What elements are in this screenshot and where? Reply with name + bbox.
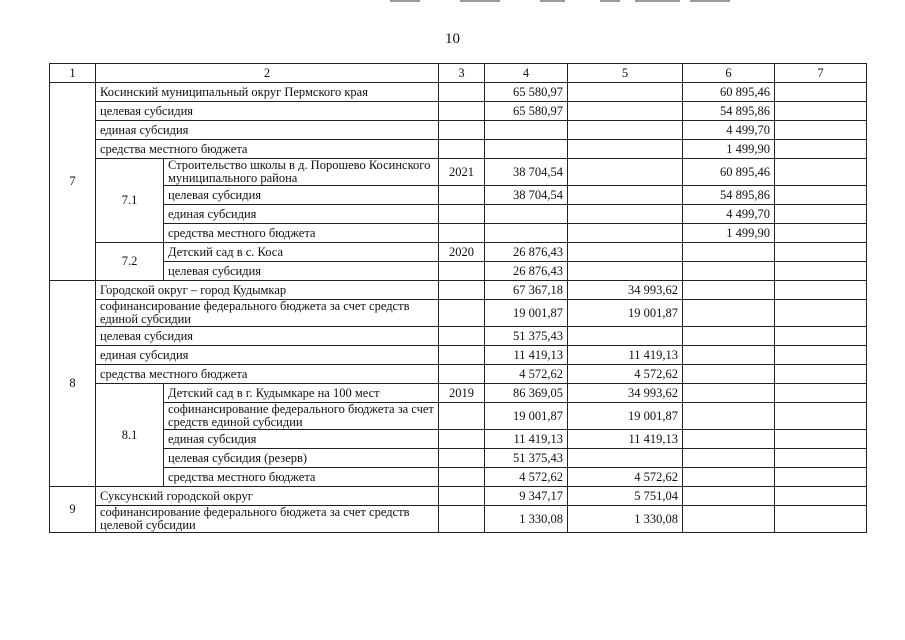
header-cell: 1: [50, 64, 96, 83]
value-cell-5: 11 419,13: [568, 346, 683, 365]
name-cell: софинансирование федерального бюджета за счет средств единой субсидии: [96, 300, 439, 327]
name-cell: Строительство школы в д. Порошево Косинского муниципального района: [164, 159, 439, 186]
value-cell-5: [568, 159, 683, 186]
value-cell-4: [485, 224, 568, 243]
value-cell-6: 54 895,86: [683, 186, 775, 205]
year-cell: [439, 140, 485, 159]
value-cell-6: 4 499,70: [683, 121, 775, 140]
value-cell-5: 4 572,62: [568, 365, 683, 384]
value-cell-7: [775, 403, 867, 430]
value-cell-7: [775, 346, 867, 365]
table-body: [50, 83, 867, 533]
name-cell: Суксунский городской округ: [96, 487, 439, 506]
value-cell-5: 34 993,62: [568, 384, 683, 403]
value-cell-7: [775, 300, 867, 327]
year-cell: 2021: [439, 159, 485, 186]
value-cell-5: 5 751,04: [568, 487, 683, 506]
name-cell: целевая субсидия: [96, 102, 439, 121]
year-cell: [439, 430, 485, 449]
year-cell: [439, 121, 485, 140]
table-row: [50, 224, 867, 243]
value-cell-6: [683, 243, 775, 262]
table-row: [50, 186, 867, 205]
value-cell-6: [683, 365, 775, 384]
table-row: [50, 102, 867, 121]
table-row: [50, 243, 867, 262]
value-cell-6: 1 499,90: [683, 224, 775, 243]
name-cell: единая субсидия: [164, 205, 439, 224]
value-cell-4: 65 580,97: [485, 83, 568, 102]
value-cell-7: [775, 262, 867, 281]
value-cell-6: 60 895,46: [683, 83, 775, 102]
value-cell-5: [568, 186, 683, 205]
value-cell-7: [775, 430, 867, 449]
value-cell-7: [775, 205, 867, 224]
value-cell-7: [775, 102, 867, 121]
value-cell-7: [775, 487, 867, 506]
value-cell-6: 54 895,86: [683, 102, 775, 121]
value-cell-5: [568, 140, 683, 159]
value-cell-6: 1 499,90: [683, 140, 775, 159]
value-cell-6: [683, 346, 775, 365]
year-cell: [439, 186, 485, 205]
value-cell-5: 4 572,62: [568, 468, 683, 487]
value-cell-7: [775, 365, 867, 384]
year-cell: [439, 281, 485, 300]
year-cell: 2019: [439, 384, 485, 403]
name-cell: целевая субсидия (резерв): [164, 449, 439, 468]
value-cell-6: [683, 506, 775, 533]
value-cell-5: 19 001,87: [568, 300, 683, 327]
value-cell-4: 11 419,13: [485, 430, 568, 449]
value-cell-7: [775, 327, 867, 346]
year-cell: [439, 346, 485, 365]
name-cell: софинансирование федерального бюджета за счет средств целевой субсидии: [96, 506, 439, 533]
value-cell-7: [775, 159, 867, 186]
year-cell: [439, 327, 485, 346]
value-cell-7: [775, 140, 867, 159]
name-cell: целевая субсидия: [164, 186, 439, 205]
header-row: [50, 64, 867, 83]
table-row: [50, 83, 867, 102]
row-number-cell: 7: [50, 83, 96, 281]
name-cell: Косинский муниципальный округ Пермского края: [96, 83, 439, 102]
year-cell: [439, 224, 485, 243]
value-cell-6: [683, 449, 775, 468]
value-cell-7: [775, 121, 867, 140]
value-cell-5: [568, 327, 683, 346]
value-cell-7: [775, 468, 867, 487]
value-cell-5: 34 993,62: [568, 281, 683, 300]
value-cell-6: [683, 281, 775, 300]
value-cell-4: 86 369,05: [485, 384, 568, 403]
name-cell: единая субсидия: [96, 346, 439, 365]
header-cell: 4: [485, 64, 568, 83]
value-cell-6: [683, 468, 775, 487]
table-row: [50, 327, 867, 346]
name-cell: Детский сад в г. Кудымкаре на 100 мест: [164, 384, 439, 403]
subrow-number-cell: 7.2: [96, 243, 164, 281]
value-cell-6: [683, 430, 775, 449]
value-cell-6: [683, 384, 775, 403]
value-cell-5: [568, 243, 683, 262]
value-cell-4: 19 001,87: [485, 403, 568, 430]
year-cell: [439, 403, 485, 430]
row-number-cell: 9: [50, 487, 96, 533]
table-row: [50, 468, 867, 487]
value-cell-7: [775, 506, 867, 533]
value-cell-7: [775, 224, 867, 243]
value-cell-5: [568, 449, 683, 468]
value-cell-4: 51 375,43: [485, 449, 568, 468]
value-cell-7: [775, 83, 867, 102]
header-cell: 7: [775, 64, 867, 83]
value-cell-7: [775, 384, 867, 403]
value-cell-5: [568, 262, 683, 281]
table-row: [50, 430, 867, 449]
value-cell-4: 51 375,43: [485, 327, 568, 346]
value-cell-4: 4 572,62: [485, 365, 568, 384]
value-cell-7: [775, 281, 867, 300]
table-row: [50, 487, 867, 506]
table-row: [50, 205, 867, 224]
value-cell-7: [775, 449, 867, 468]
year-cell: [439, 506, 485, 533]
value-cell-4: 9 347,17: [485, 487, 568, 506]
value-cell-5: 19 001,87: [568, 403, 683, 430]
value-cell-4: 11 419,13: [485, 346, 568, 365]
table-row: [50, 262, 867, 281]
value-cell-4: 65 580,97: [485, 102, 568, 121]
name-cell: средства местного бюджета: [164, 468, 439, 487]
value-cell-5: [568, 102, 683, 121]
year-cell: [439, 102, 485, 121]
table-row: [50, 300, 867, 327]
name-cell: средства местного бюджета: [96, 365, 439, 384]
name-cell: средства местного бюджета: [164, 224, 439, 243]
value-cell-5: [568, 121, 683, 140]
row-number-cell: 8: [50, 281, 96, 487]
value-cell-6: 4 499,70: [683, 205, 775, 224]
table-row: [50, 384, 867, 403]
value-cell-7: [775, 243, 867, 262]
header-cell: 6: [683, 64, 775, 83]
value-cell-6: [683, 300, 775, 327]
value-cell-4: [485, 121, 568, 140]
year-cell: [439, 487, 485, 506]
value-cell-7: [775, 186, 867, 205]
year-cell: [439, 449, 485, 468]
value-cell-6: [683, 487, 775, 506]
header-cell: 3: [439, 64, 485, 83]
value-cell-6: [683, 403, 775, 430]
value-cell-4: 38 704,54: [485, 159, 568, 186]
table-row: [50, 121, 867, 140]
subrow-number-cell: 8.1: [96, 384, 164, 487]
name-cell: Детский сад в с. Коса: [164, 243, 439, 262]
year-cell: [439, 83, 485, 102]
name-cell: целевая субсидия: [96, 327, 439, 346]
name-cell: Городской округ – город Кудымкар: [96, 281, 439, 300]
year-cell: [439, 205, 485, 224]
header-cell: 2: [96, 64, 439, 83]
name-cell: целевая субсидия: [164, 262, 439, 281]
value-cell-4: 67 367,18: [485, 281, 568, 300]
value-cell-6: 60 895,46: [683, 159, 775, 186]
value-cell-4: 38 704,54: [485, 186, 568, 205]
value-cell-4: 1 330,08: [485, 506, 568, 533]
subsidy-table: [49, 63, 867, 533]
value-cell-4: 4 572,62: [485, 468, 568, 487]
table-row: [50, 281, 867, 300]
name-cell: единая субсидия: [164, 430, 439, 449]
value-cell-4: [485, 205, 568, 224]
subrow-number-cell: 7.1: [96, 159, 164, 243]
name-cell: средства местного бюджета: [96, 140, 439, 159]
header-cell: 5: [568, 64, 683, 83]
name-cell: единая субсидия: [96, 121, 439, 140]
table-row: [50, 140, 867, 159]
table-row: [50, 403, 867, 430]
value-cell-5: 1 330,08: [568, 506, 683, 533]
value-cell-4: [485, 140, 568, 159]
value-cell-5: 11 419,13: [568, 430, 683, 449]
year-cell: 2020: [439, 243, 485, 262]
value-cell-6: [683, 262, 775, 281]
table-row: [50, 449, 867, 468]
value-cell-5: [568, 205, 683, 224]
value-cell-4: 26 876,43: [485, 262, 568, 281]
table-row: [50, 506, 867, 533]
year-cell: [439, 300, 485, 327]
table-row: [50, 159, 867, 186]
value-cell-6: [683, 327, 775, 346]
table-row: [50, 346, 867, 365]
value-cell-4: 26 876,43: [485, 243, 568, 262]
name-cell: софинансирование федерального бюджета за счет средств единой субсидии: [164, 403, 439, 430]
value-cell-4: 19 001,87: [485, 300, 568, 327]
table-row: [50, 365, 867, 384]
year-cell: [439, 262, 485, 281]
top-edge-marks: [390, 0, 750, 3]
page-number: 10: [445, 31, 460, 47]
year-cell: [439, 365, 485, 384]
year-cell: [439, 468, 485, 487]
value-cell-5: [568, 83, 683, 102]
value-cell-5: [568, 224, 683, 243]
